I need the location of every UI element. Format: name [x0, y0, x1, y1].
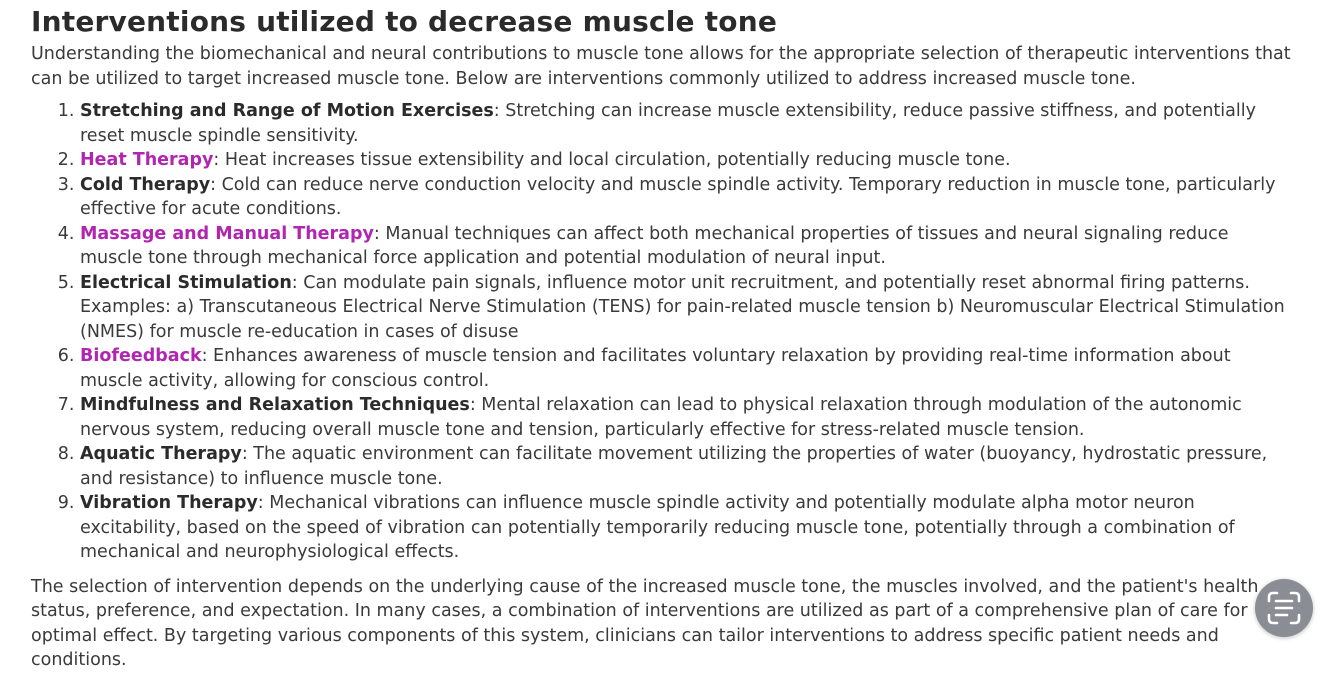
- scan-text-button[interactable]: [1255, 579, 1313, 637]
- list-item: [80, 442, 1293, 491]
- item-text: : The aquatic environment can facilitate movement utilizing the properties of water (buoyancy, hydrostatic pressure, and resistance) to influence muscle tone.: [80, 444, 1268, 489]
- list-item: [80, 491, 1293, 565]
- item-term-link[interactable]: Heat Therapy: [80, 150, 214, 170]
- page-title: Interventions utilized to decrease muscle tone: [31, 5, 778, 38]
- item-term-link[interactable]: Biofeedback: [80, 346, 202, 366]
- list-item: [80, 173, 1293, 222]
- interventions-list: [31, 99, 1293, 565]
- item-term: Vibration Therapy: [80, 493, 258, 513]
- list-item: [80, 99, 1293, 148]
- scan-text-icon: [1265, 589, 1303, 627]
- item-term: Aquatic Therapy: [80, 444, 242, 464]
- list-item: [80, 222, 1293, 271]
- item-term: Electrical Stimulation: [80, 272, 292, 293]
- item-term-link[interactable]: Massage and Manual Therapy: [80, 223, 374, 244]
- item-text: : Heat increases tissue extensibility and local circulation, potentially reducing muscle tone.: [213, 150, 1011, 170]
- item-text: : Can modulate pain signals, influence motor unit recruitment, and potentially reset abnormal firing patterns. Examples: a) Transcutaneous Electrical Nerve Stimulation (TENS) for pain-related muscle tension b) Neuromuscular Electrical Stimulation (NMES) for muscle re-education in cases of disuse: [80, 272, 1285, 342]
- list-item: [80, 393, 1293, 442]
- item-term: Stretching and Range of Motion Exercises: [80, 101, 494, 121]
- article: [31, 0, 1293, 673]
- item-text: : Mental relaxation can lead to physical relaxation through modulation of the autonomic nervous system, reducing overall muscle tone and tension, particularly effective for stress-related muscle tension.: [80, 395, 1242, 440]
- item-text: : Mechanical vibrations can influence muscle spindle activity and potentially modulate alpha motor neuron excitability, based on the speed of vibration can potentially temporarily reducing muscle tone, potentially through a combination of mechanical and neurophysiological effects.: [80, 493, 1235, 562]
- list-item: [80, 148, 1293, 173]
- item-term: Cold Therapy: [80, 174, 211, 195]
- item-text: : Stretching can increase muscle extensibility, reduce passive stiffness, and potentially reset muscle spindle sensitivity.: [80, 101, 1256, 146]
- conclusion-paragraph: The selection of intervention depends on the underlying cause of the increased muscle tone, the muscles involved, and the patient's health status, preference, and expectation. In many cases, a combination of interventions are utilized as part of a comprehensive plan of care for optimal effect. By targeting various components of this system, clinicians can tailor interventions to address specific patient needs and conditions.: [31, 576, 1259, 670]
- item-text: : Enhances awareness of muscle tension and facilitates voluntary relaxation by providing real-time information about muscle activity, allowing for conscious control.: [80, 346, 1231, 391]
- item-term: Mindfulness and Relaxation Techniques: [80, 395, 470, 415]
- item-text: : Cold can reduce nerve conduction velocity and muscle spindle activity. Temporary reduction in muscle tone, particularly effective for acute conditions.: [80, 174, 1276, 219]
- item-text: : Manual techniques can affect both mechanical properties of tissues and neural signaling reduce muscle tone through mechanical force application and potential modulation of neural input.: [80, 223, 1229, 268]
- list-item: [80, 271, 1293, 345]
- intro-paragraph: Understanding the biomechanical and neural contributions to muscle tone allows for the appropriate selection of therapeutic interventions that can be utilized to target increased muscle tone. Below are interventions commonly utilized to address increased muscle tone.: [31, 44, 1291, 89]
- list-item: [80, 344, 1293, 393]
